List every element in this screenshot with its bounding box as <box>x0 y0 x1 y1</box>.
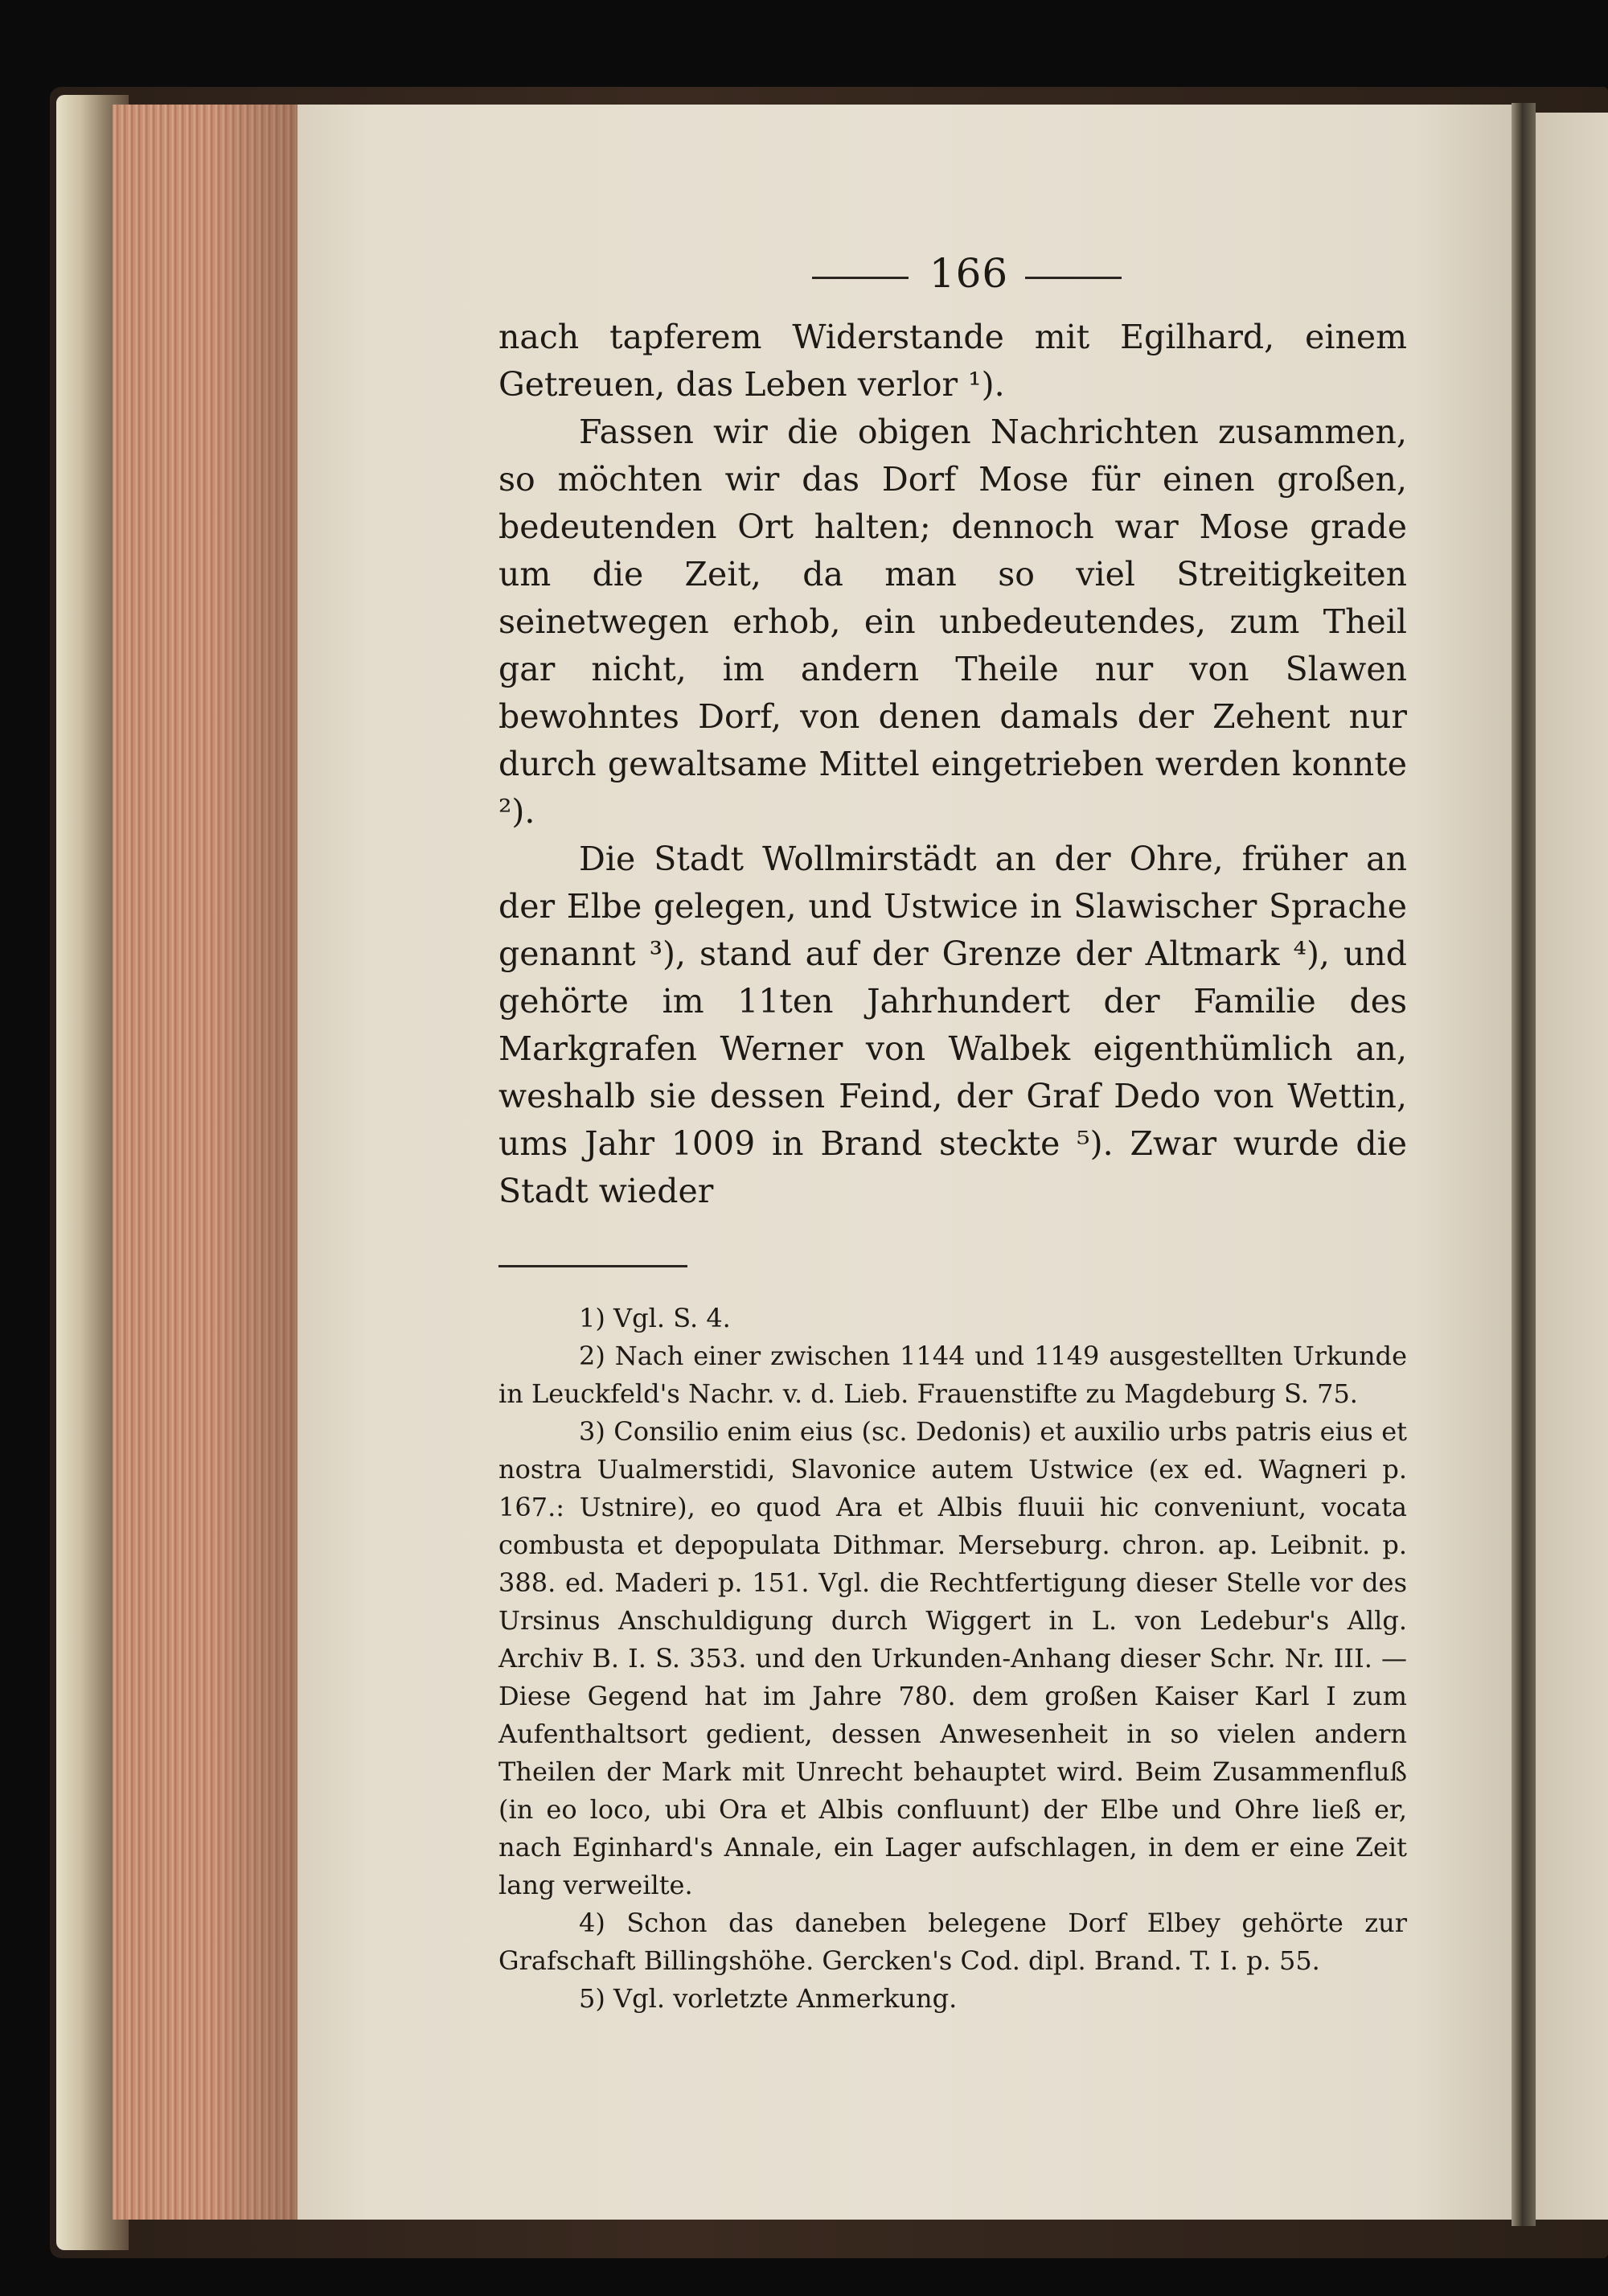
body-paragraph: nach tapferem Widerstande mit Egilhard, einem Getreuen, das Leben verlor ¹). <box>498 318 1407 404</box>
body-text <box>498 314 1407 1215</box>
page-header <box>498 241 1407 306</box>
facing-page-edge <box>1536 113 1608 2220</box>
footnote-2: 2) Nach einer zwischen 1144 und 1149 ausgestellten Urkunde in Leuckfeld's Nachr. v. d. Lieb. Frauenstifte zu Magdeburg S. 75. <box>498 1341 1407 1409</box>
body-paragraph: Die Stadt Wollmirstädt an der Ohre, früher an der Elbe gelegen, und Ustwice in Slawischer Sprache genannt ³), stand auf der Grenze der Altmark ⁴), und gehörte im 11ten Jahrhundert der Familie des Markgrafen Werner von Walbek eigenthümlich an, weshalb sie dessen Feind, der Graf Dedo von Wettin, ums Jahr 1009 in Brand steckte ⁵). Zwar wurde die Stadt wieder <box>498 840 1407 1210</box>
footnote-1: 1) Vgl. S. 4. <box>579 1303 731 1333</box>
footnote-5: 5) Vgl. vorletzte Anmerkung. <box>579 1983 958 2014</box>
page-content <box>498 241 1407 2018</box>
body-paragraph: Fassen wir die obigen Nachrichten zusammen, so möchten wir das Dorf Mose für einen großen, bedeutenden Ort halten; dennoch war Mose grade um die Zeit, da man so viel Streitigkeiten seinetwegen erhob, ein unbedeutendes, zum Theil gar nicht, im andern Theile nur von Slawen bewohntes Dorf, von denen damals der Zehent nur durch gewaltsame Mittel eingetrieben werden konnte ²). <box>498 413 1407 831</box>
footnotes <box>498 1300 1407 2018</box>
footnote-4: 4) Schon das daneben belegene Dorf Elbey gehörte zur Grafschaft Billingshöhe. Gercken's Cod. dipl. Brand. T. I. p. 55. <box>498 1908 1407 1976</box>
book-gutter <box>1512 103 1536 2226</box>
page-edges-shadow <box>209 105 297 2220</box>
page-number: 166 <box>929 250 1009 297</box>
header-rule-right <box>1025 277 1122 279</box>
header-rule-left <box>812 277 909 279</box>
footnote-separator <box>498 1265 687 1267</box>
footnote-3: 3) Consilio enim eius (sc. Dedonis) et auxilio urbs patris eius et nostra Uualmerstidi, Slavonice autem Ustwice (ex ed. Wagneri p. 167.: Ustnire), eo quod Ara et Albis fluuii hic conveniunt, vocata combusta et depopulata Dithmar. Merseburg. chron. ap. Leibnit. p. 388. ed. Maderi p. 151. Vgl. die Rechtfertigung dieser Stelle vor des Ursinus Anschuldigung durch Wiggert in L. von Ledebur's Allg. Archiv B. I. S. 353. und den Urkunden-Anhang dieser Schr. Nr. III. — Diese Gegend hat im Jahre 780. dem großen Kaiser Karl I zum Aufenthaltsort gedient, dessen Anwesenheit in so vielen andern Theilen der Mark mit Unrecht behauptet wird. Beim Zusammenfluß (in eo loco, ubi Ora et Albis confluunt) der Elbe und Ohre ließ er, nach Eginhard's Annale, ein Lager aufschlagen, in dem er eine Zeit lang verweilte. <box>498 1416 1407 1900</box>
